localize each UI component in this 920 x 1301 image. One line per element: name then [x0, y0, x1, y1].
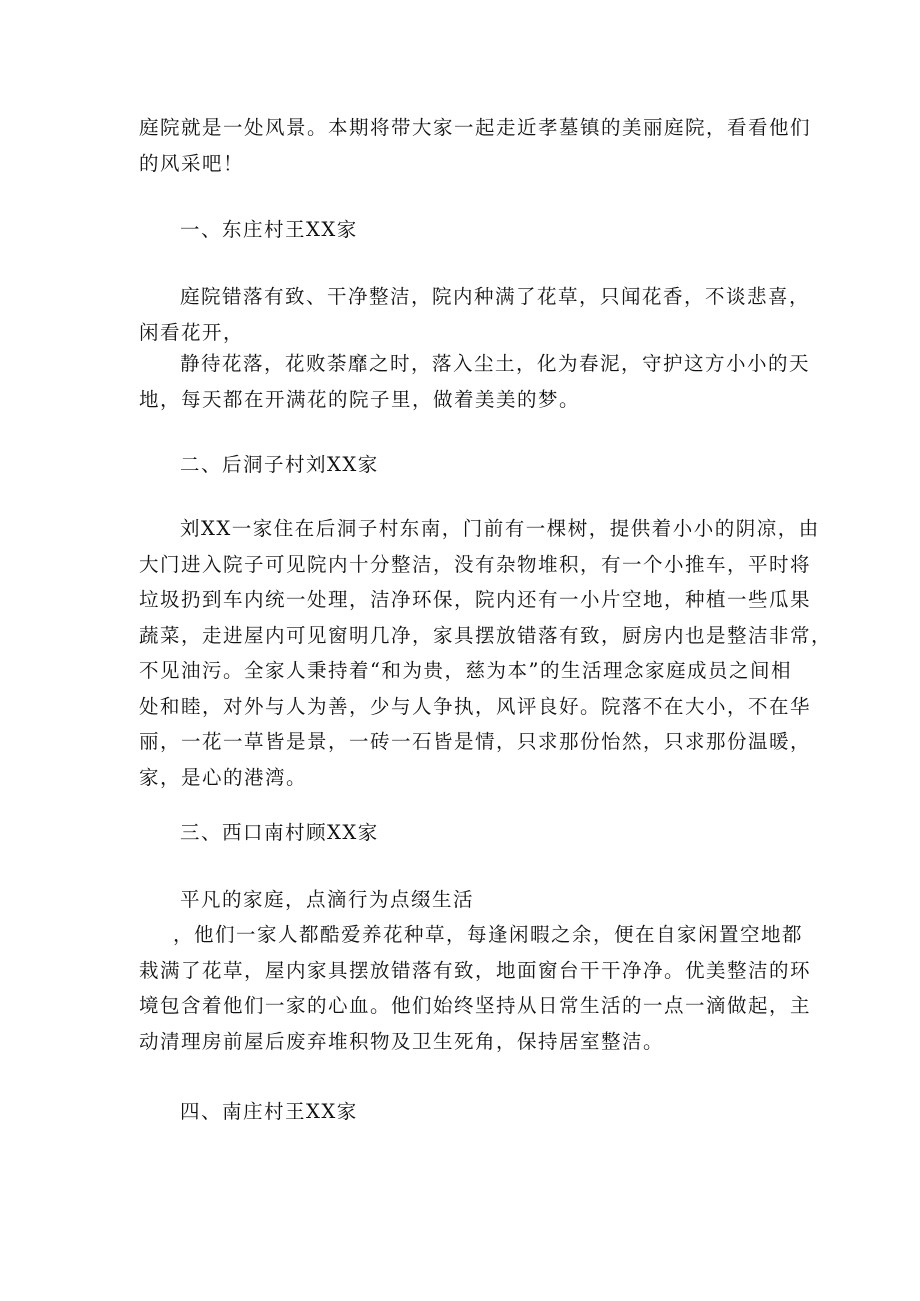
section-2-paragraph-1: [139, 511, 833, 795]
paragraph-line: 处和睦，对外与人为善，少与人争执，风评良好。院落不在大小，不在华: [139, 694, 812, 718]
paragraph-line: 刘XX一家住在后洞子村东南，门前有一棵树，提供着小小的阴凉，由: [180, 517, 820, 540]
paragraph-line: 庭院错落有致、干净整洁，院内种满了花草，只闻花香，不谈悲喜，: [180, 285, 811, 308]
paragraph-line: 不见油污。全家人秉持着“和为贵，慈为本”的生活理念家庭成员之间相: [139, 659, 792, 682]
section-1-paragraph-2: [139, 346, 811, 417]
section-3-paragraph-2: [139, 917, 812, 1059]
intro-paragraph: [139, 110, 812, 181]
intro-line: 庭院就是一处风景。本期将带大家一起走近孝墓镇的美丽庭院，看看他们: [139, 116, 812, 139]
paragraph-line: ，他们一家人都酷爱养花种草，每逢闲暇之余，便在自家闲置空地都: [173, 923, 804, 946]
section-heading-4: 四、南庄村王XX家: [180, 1100, 358, 1123]
section-heading-1: 一、东庄村王XX家: [180, 218, 358, 241]
paragraph-line: 家，是心的港湾。: [139, 765, 308, 789]
section-heading-3: 三、西口南村顾XX家: [180, 821, 379, 844]
paragraph-line: 静待花落，花败荼靡之时，落入尘土，化为春泥，守护这方小小的天: [180, 352, 811, 375]
section-1-paragraph-1: [139, 279, 811, 350]
paragraph-line: 动清理房前屋后废弃堆积物及卫生死角，保持居室整洁。: [139, 1029, 665, 1053]
paragraph-line: 地，每天都在开满花的院子里，做着美美的梦。: [139, 387, 581, 411]
paragraph-line: 平凡的家庭，点滴行为点缀生活: [180, 888, 475, 911]
paragraph-line: 垃圾扔到车内统一处理，洁净环保，院内还有一小片空地，种植一些瓜果: [139, 588, 812, 611]
section-3-paragraph-1: [139, 882, 794, 918]
paragraph-line: 丽，一花一草皆是景，一砖一石皆是情，只求那份怡然，只求那份温暖，: [139, 730, 812, 753]
paragraph-line: 大门进入院子可见院内十分整洁，没有杂物堆积，有一个小推车，平时将: [139, 552, 812, 576]
paragraph-line: 蔬菜，走进屋内可见窗明几净，家具摆放错落有致，厨房内也是整洁非常，: [139, 623, 833, 647]
section-heading-2: 二、后洞子村刘XX家: [180, 453, 379, 476]
intro-line: 的风采吧！: [139, 151, 245, 175]
paragraph-line: 境包含着他们一家的心血。他们始终坚持从日常生活的一点一滴做起，主: [139, 994, 812, 1017]
paragraph-line: 栽满了花草，屋内家具摆放错落有致，地面窗台干干净净。优美整洁的环: [139, 958, 812, 982]
paragraph-line: 闲看花开，: [139, 320, 245, 344]
